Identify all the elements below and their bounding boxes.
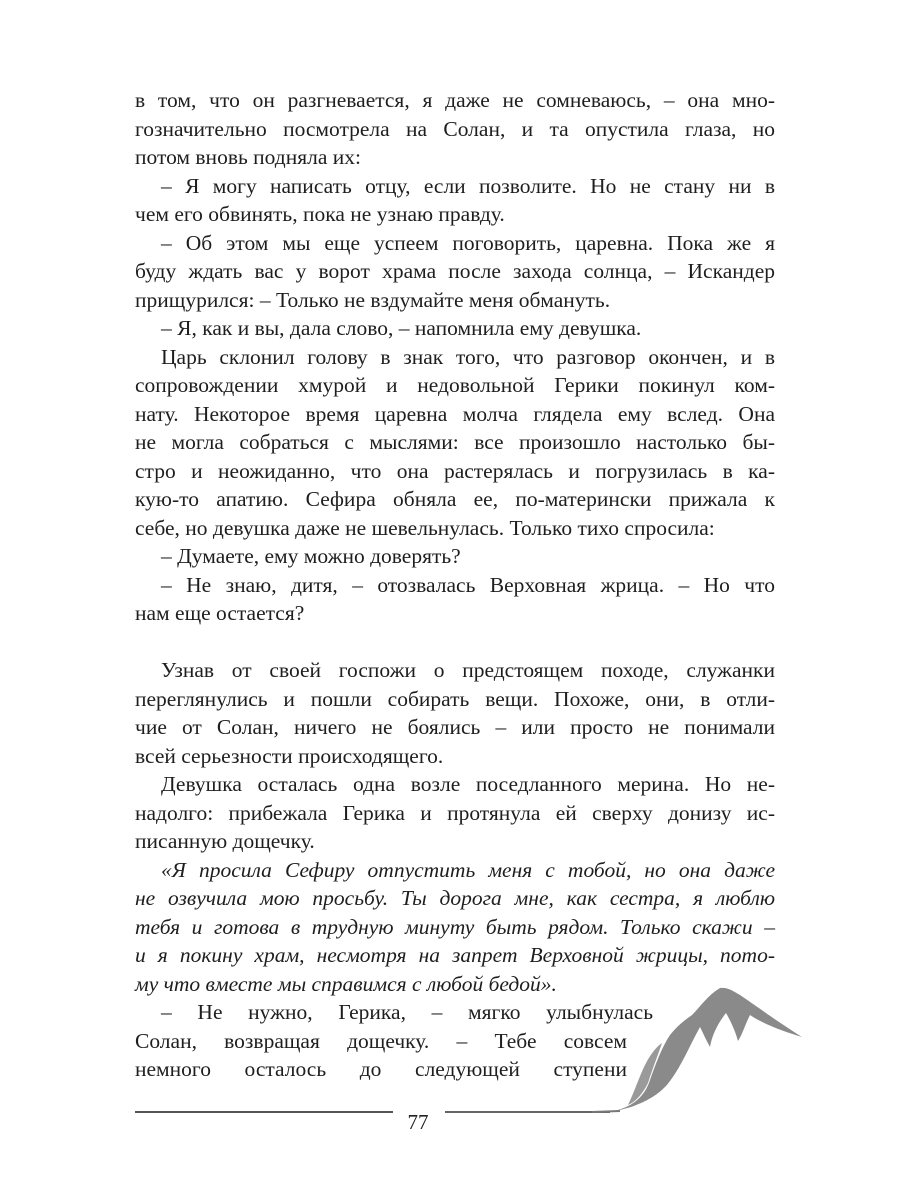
text-line: кую-то апатию. Сефира обняла ее, по-матерински прижала к (135, 487, 775, 511)
text-line: переглянулись и пошли собирать вещи. Похоже, они, в отли- (135, 686, 775, 711)
text-line: немного осталось до следующей ступени (135, 1057, 627, 1081)
text-line: Узнав от своей госпожи о предстоящем походе, служанки (161, 658, 775, 682)
text-line: нам еще остается? (135, 601, 305, 625)
text-line: му что вместе мы справимся с любой бедой». (135, 971, 557, 996)
text-line: стро и неожиданно, что она растерялась и погрузилась в ка- (135, 458, 775, 483)
text-line: писанную дощечку. (135, 829, 315, 853)
text-line: – Не знаю, дитя, – отозвалась Верховная жрица. – Но что (161, 572, 775, 597)
text-line: – Думаете, ему можно доверять? (161, 544, 461, 568)
text-line: прищурился: – Только не вздумайте меня обмануть. (135, 287, 611, 312)
footer-rule-left (135, 1111, 393, 1113)
text-line: Царь склонил голову в знак того, что разговор окончен, и в (161, 344, 775, 369)
paragraph (135, 856, 775, 999)
text-line: гозначительно посмотрела на Солан, и та опустила глаза, но (135, 116, 775, 141)
paragraph (135, 172, 775, 229)
text-line: в том, что он разгневается, я даже не сомневаюсь, – она мно- (135, 88, 775, 112)
text-line: потом вновь подняла их: (135, 145, 361, 169)
text-line: чем его обвинять, пока не узнаю правду. (135, 202, 505, 226)
text-line: буду ждать вас у ворот храма после захода солнца, – Искандер (135, 259, 775, 283)
paragraph (135, 314, 775, 343)
text-line: – Я, как и вы, дала слово, – напомнила ему девушка. (161, 316, 642, 340)
text-line: – Я могу написать отцу, если позволите. Но не стану ни в (161, 173, 775, 198)
page-number: 77 (407, 1110, 429, 1134)
text-line: – Не нужно, Герика, – мягко улыбнулась (161, 1000, 653, 1024)
text-line: сопровождении хмурой и недовольной Герики покинул ком- (135, 373, 775, 397)
mountain-ornament-icon (590, 985, 805, 1115)
text-line: нату. Некоторое время царевна молча глядела ему вслед. Она (135, 401, 775, 426)
paragraph (135, 229, 775, 315)
text-line: Девушка осталась одна возле поседланного мерина. Но не- (161, 772, 775, 796)
text-line: не могла собраться с мыслями: все произошло настолько бы- (135, 430, 775, 454)
text-line: надолго: прибежала Герика и протянула ей сверху донизу ис- (135, 800, 775, 825)
paragraph (135, 86, 775, 172)
footer-rule-right (445, 1111, 610, 1113)
text-line: себе, но девушка даже не шевельнулась. Только тихо спросила: (135, 515, 715, 540)
paragraph (135, 770, 775, 856)
text-line: Солан, возвращая дощечку. – Тебе совсем (135, 1028, 627, 1053)
text-line: тебя и готова в трудную минуту быть рядом. Только скажи – (135, 914, 775, 939)
text-line: всей серьезности происходящего. (135, 743, 444, 768)
section-break (135, 628, 775, 657)
page-body-text (135, 86, 775, 1084)
text-line: не озвучила мою просьбу. Ты дорога мне, как сестра, я люблю (135, 886, 775, 910)
text-line: – Об этом мы еще успеем поговорить, царевна. Пока же я (161, 230, 775, 255)
text-line: «Я просила Сефиру отпустить меня с тобой, но она даже (161, 857, 775, 882)
text-line: и я покину храм, несмотря на запрет Верховной жрицы, пото- (135, 943, 775, 967)
paragraph (135, 656, 775, 770)
paragraph (135, 542, 775, 571)
paragraph (135, 571, 775, 628)
text-line: чие от Солан, ничего не боялись – или просто не понимали (135, 715, 775, 739)
paragraph (135, 343, 775, 543)
